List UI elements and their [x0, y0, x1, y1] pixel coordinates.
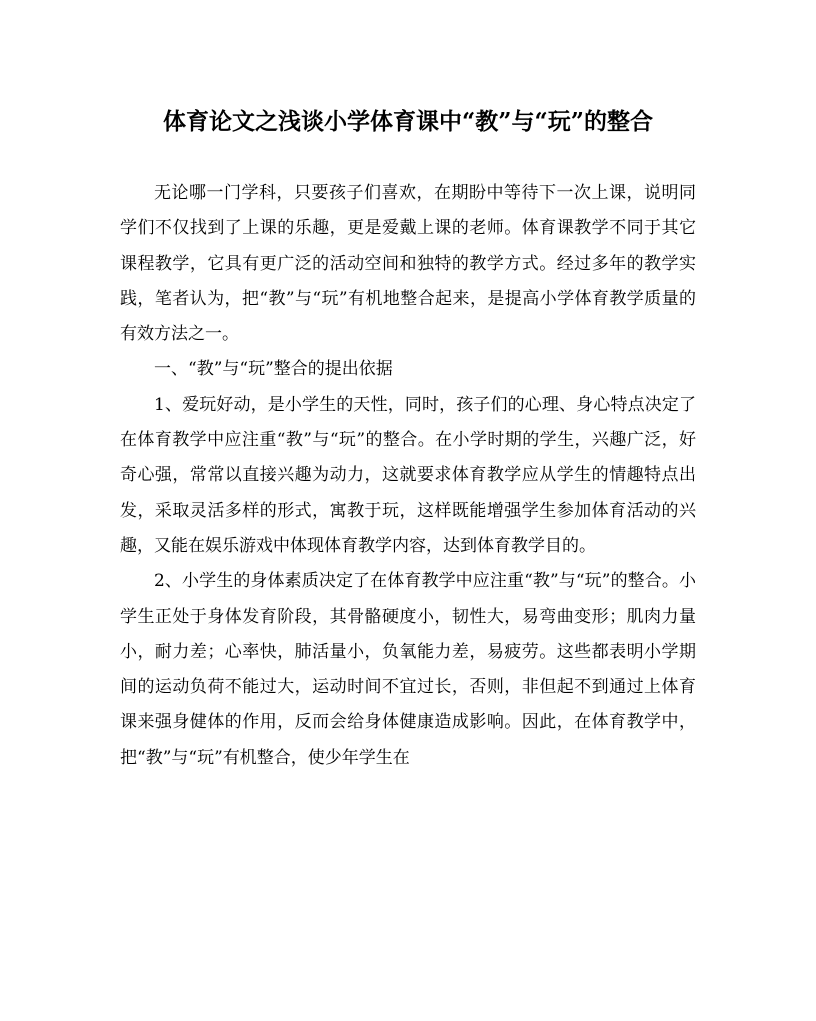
document-title: 体育论文之浅谈小学体育课中“教”与“玩”的整合 [163, 108, 653, 135]
document-body [120, 176, 696, 776]
section-heading-basis: 一、“教”与“玩”整合的提出依据 [154, 359, 393, 380]
paragraph-point-2: 2、小学生的身体素质决定了在体育教学中应注重“教”与“玩”的整合。小学生正处于身体发育阶段，其骨骼硬度小，韧性大，易弯曲变形；肌肉力量小，耐力差；心率快，肺活量小，负氧能力差，易疲劳。这些都表明小学期间的运动负荷不能过大，运动时间不宜过长，否则，非但起不到通过上体育课来强身健体的作用，反而会给身体健康造成影响。因此，在体育教学中，把“教”与“玩”有机整合，使少年学生在 [120, 571, 696, 768]
paragraph-point-1: 1、爱玩好动，是小学生的天性，同时，孩子们的心理、身心特点决定了在体育教学中应注重“教”与“玩”的整合。在小学时期的学生，兴趣广泛，好奇心强，常常以直接兴趣为动力，这就要求体育教学应从学生的情趣特点出发，采取灵活多样的形式，寓教于玩，这样既能增强学生参加体育活动的兴趣，又能在娱乐游戏中体现体育教学内容，达到体育教学目的。 [120, 394, 696, 556]
paragraph-intro: 无论哪一门学科，只要孩子们喜欢，在期盼中等待下一次上课，说明同学们不仅找到了上课的乐趣，更是爱戴上课的老师。体育课教学不同于其它课程教学，它具有更广泛的活动空间和独特的教学方式。经过多年的教学实践，笔者认为，把“教”与“玩”有机地整合起来，是提高小学体育教学质量的有效方法之一。 [120, 183, 696, 345]
